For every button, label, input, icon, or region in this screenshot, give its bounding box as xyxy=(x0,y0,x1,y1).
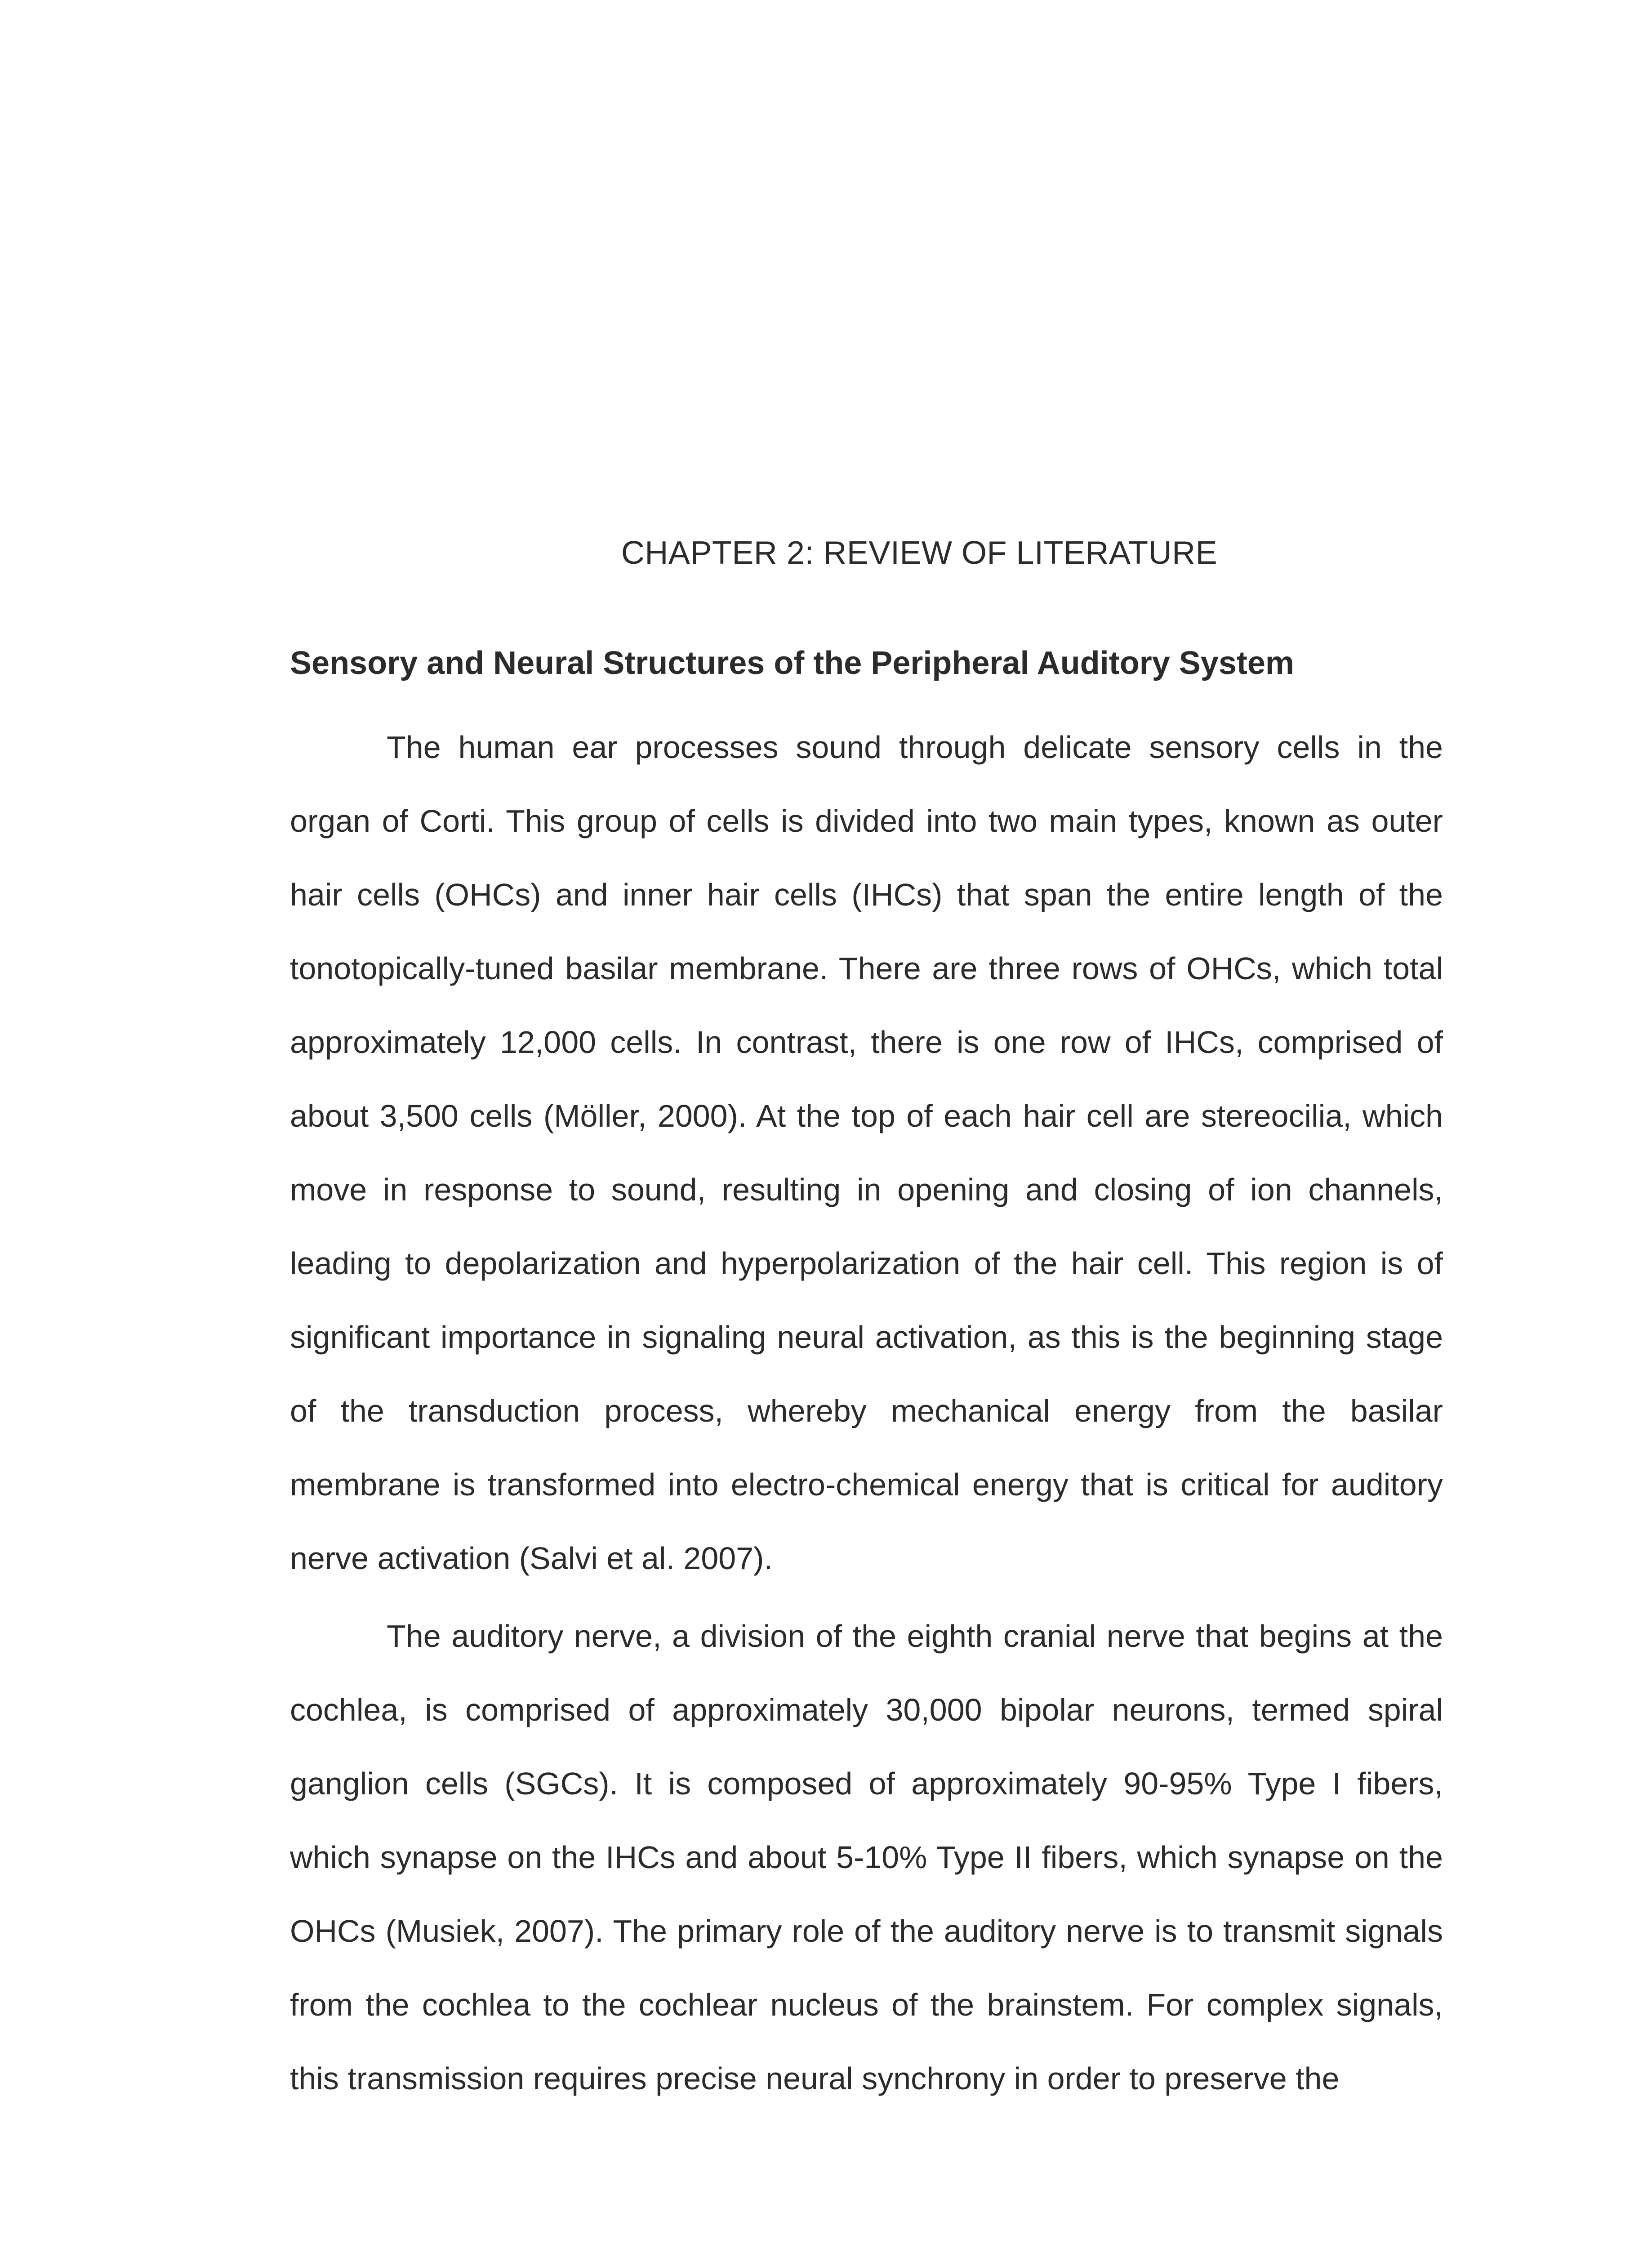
section-heading: Sensory and Neural Structures of the Peripheral Auditory System xyxy=(290,645,1294,681)
body-paragraph-1: The human ear processes sound through delicate sensory cells in the organ of Corti. This group of cells is divided into two main types, known as outer hair cells (OHCs) and inner hair cells (IHCs) that span the entire length of the tonotopically-tuned basilar membrane. There are three rows of OHCs, which total approximately 12,000 cells. In contrast, there is one row of IHCs, comprised of about 3,500 cells (Möller, 2000). At the top of each hair cell are stereocilia, which move in response to sound, resulting in opening and closing of ion channels, leading to depolarization and hyperpolarization of the hair cell. This region is of significant importance in signaling neural activation, as this is the beginning stage of the transduction process, whereby mechanical energy from the basilar membrane is transformed into electro-chemical energy that is critical for auditory nerve activation (Salvi et al. 2007). xyxy=(290,730,1443,1576)
chapter-title: CHAPTER 2: REVIEW OF LITERATURE xyxy=(621,535,1218,571)
body-paragraph-2: The auditory nerve, a division of the eighth cranial nerve that begins at the cochlea, is comprised of approximately 30,000 bipolar neurons, termed spiral ganglion cells (SGCs). It is composed of approximately 90-95% Type I fibers, which synapse on the IHCs and about 5-10% Type II fibers, which synapse on the OHCs (Musiek, 2007). The primary role of the auditory nerve is to transmit signals from the cochlea to the cochlear nucleus of the brainstem. For complex signals, this transmission requires precise neural synchrony in order to preserve the xyxy=(290,1619,1443,2096)
